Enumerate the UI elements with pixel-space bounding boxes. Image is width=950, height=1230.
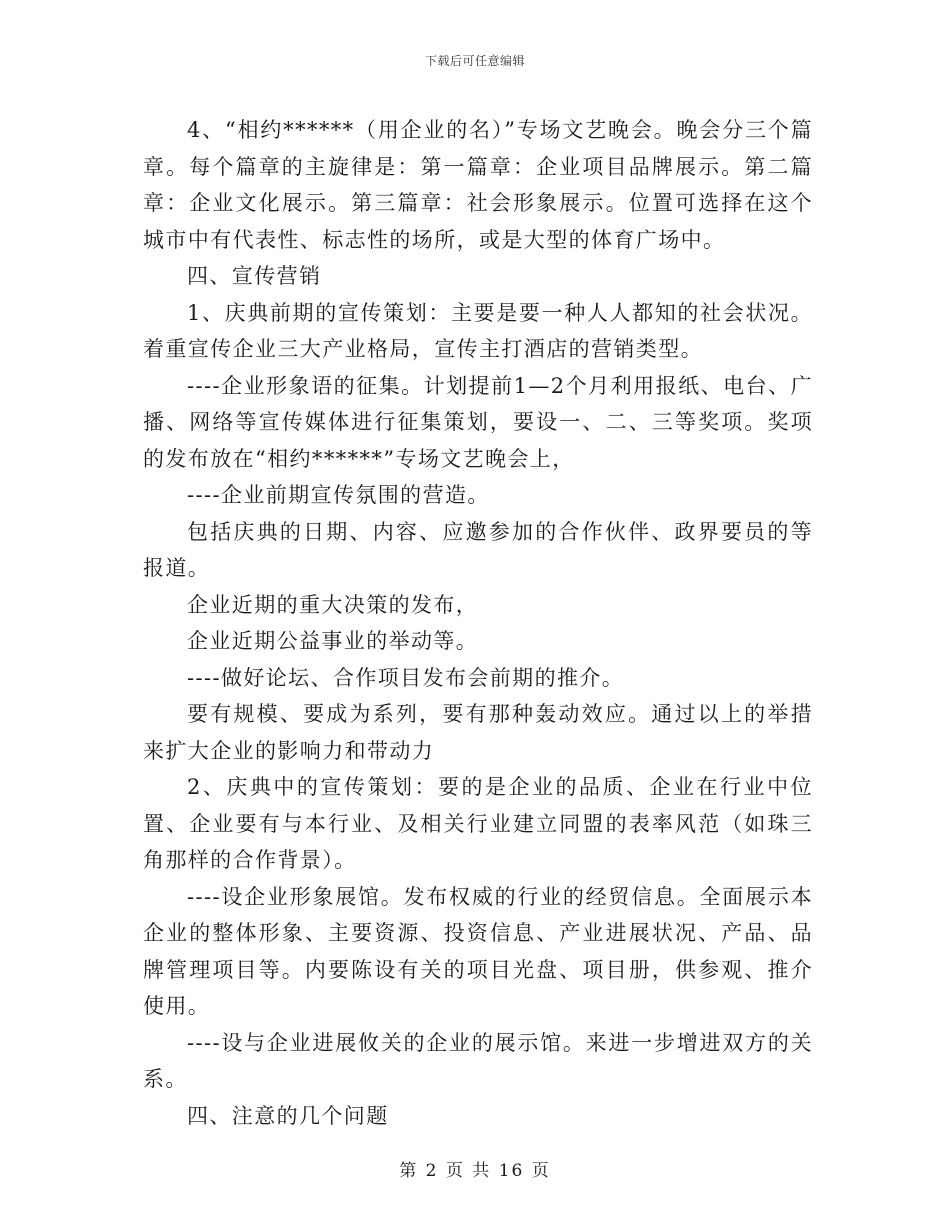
paragraph-atmosphere: ----企业前期宣传氛围的营造。: [187, 483, 490, 507]
section-heading-notes: 四、注意的几个问题: [187, 1103, 389, 1128]
paragraph-partner-hall: ----设与企业进展攸关的企业的展示馆。来进一步增进双方的关系。: [143, 1030, 813, 1091]
paragraph-major-decisions: 企业近期的重大决策的发布，: [187, 592, 479, 617]
page-number: 第 2 页 共 16 页: [399, 1161, 551, 1181]
paragraph-mid-celebration-promo: 2、庆典中的宣传策划：要的是企业的品质、企业在行业中位置、企业要有与本行业、及相关行业建立同盟的表率风范（如珠三角那样的合作背景）。: [143, 775, 813, 872]
document-body: [143, 112, 813, 1134]
paragraph-exhibition-hall: ----设企业形象展馆。发布权威的行业的经贸信息。全面展示本企业的整体形象、主要资源、投资信息、产业进展状况、产品、品牌管理项目等。内要陈设有关的项目光盘、项目册，供参观、推介使用。: [143, 884, 813, 1018]
paragraph-slogan-collection: ----企业形象语的征集。计划提前1—2个月利用报纸、电台、广播、网络等宣传媒体进行征集策划，要设一、二、三等奖项。奖项的发布放在“相约******”专场文艺晚会上，: [143, 373, 813, 471]
paragraph-forum-promotion: ----做好论坛、合作项目发布会前期的推介。: [187, 665, 625, 690]
page-header: 下载后可任意编辑: [424, 54, 525, 68]
paragraph-report-contents: 包括庆典的日期、内容、应邀参加的合作伙伴、政界要员的等报道。: [143, 519, 813, 580]
paragraph-public-welfare: 企业近期公益事业的举动等。: [187, 629, 479, 653]
section-heading-marketing: 四、宣传营销: [187, 264, 322, 288]
paragraph-scale-effect: 要有规模、要成为系列，要有那种轰动效应。通过以上的举措来扩大企业的影响力和带动力: [143, 702, 813, 763]
paragraph-pre-celebration-promo: 1、庆典前期的宣传策划：主要是要一种人人都知的社会状况。着重宣传企业三大产业格局，宣传主打酒店的营销类型。: [143, 300, 813, 361]
paragraph-gala-event: 4、“相约******（用企业的名）”专场文艺晚会。晚会分三个篇章。每个篇章的主旋律是：第一篇章：企业项目品牌展示。第二篇章：企业文化展示。第三篇章：社会形象展示。位置可选择在这个城市中有代表性、标志性的场所，或是大型的体育广场中。: [143, 118, 813, 252]
